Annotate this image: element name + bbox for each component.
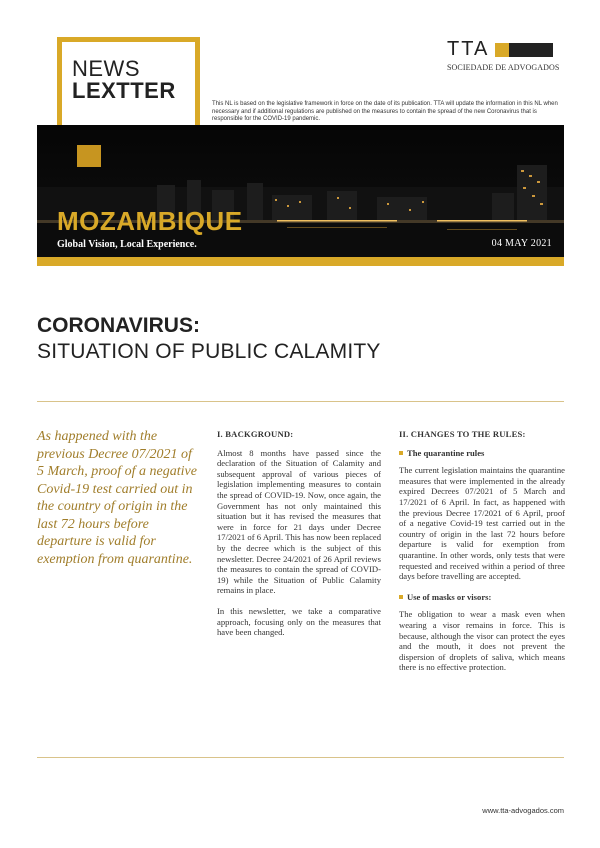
logo-gold-block [495,43,509,57]
subheading-masks-text: Use of masks or visors: [407,591,492,602]
masthead-news: NEWS [72,56,140,81]
issue-date: 04 MAY 2021 [491,238,552,249]
subheading-quarantine-text: The quarantine rules [407,447,485,458]
bullet-icon [399,451,403,455]
tagline: Global Vision, Local Experience. [57,239,197,250]
gold-square-accent [77,145,101,167]
bullet-icon [399,595,403,599]
logo-name: TTA [447,38,490,60]
country-title: MOZAMBIQUE [57,206,243,236]
pull-quote: As happened with the previous Decree 07/2021 of 5 March, proof of a negative Covid-19 test carried out in the country of origin in the last 72 hours before departure is valid for exemption from quarantine. [37,429,197,567]
logo-dark-bar [509,43,553,57]
masks-paragraph: The obligation to wear a mask even when wearing a visor remains in force. This is because, although the visor can protect the eyes and the mouth, it does not prevent the dispersion of droplets of saliva, which means there is no effective protection. [399,609,565,673]
logo-subtitle: SOCIEDADE DE ADVOGADOS [447,63,560,72]
section-heading-background: I. BACKGROUND: [217,429,294,439]
disclaimer-text: This NL is based on the legislative framework in force on the date of its publication. TTA will update the information in this NL when necessary and if additional regulations are published on the measures to contain the spread of the new Coronavirus that is responsible for the COVID-19 pandemic. [212,101,558,122]
newsletter-masthead [72,58,176,102]
subheading-quarantine [399,448,565,459]
gold-band [37,257,564,266]
headline-line2: SITUATION OF PUBLIC CALAMITY [37,340,381,363]
background-paragraph-2: In this newsletter, we take a comparative approach, focusing only on the measures that have been changed. [217,605,381,638]
divider-bottom [37,757,564,758]
subheading-masks [399,592,565,603]
column-background [217,429,381,648]
column-changes [399,429,565,683]
divider-top [37,401,564,402]
headline-line1: CORONAVIRUS: [37,314,200,337]
masthead-lextter: LEXTTER [72,78,176,103]
background-paragraph-1: Almost 8 months have passed since the declaration of the Situation of Calamity and subsequent approval of various pieces of legislation implementing measures to contain the spread of COVID-19. Now, once again, the Government has not only maintained this situation but it has revised the measures that were in force for 21 days under Decree 17/2021 of 6 April. This has now been replaced by the decree which is the subject of this newsletter. Decree 24/2021 of 26 April reviews the measures to contain the spread of COVID-19) while the Situation of Public Calamity remains in place. [217,447,381,596]
quarantine-paragraph: The current legislation maintains the quarantine measures that were implemented in the already expired Decrees 07/2021 of 5 March and 17/2021 of 6 April. In fact, as happened with the previous Decree 17/2021 of 6 April, proof of a negative Covid-19 test carried out in the country of origin in the last 72 hours before departure is valid for exemption from quarantine. In other words, only tests that were requested and received within a period of three days before travelling are accepted. [399,465,565,582]
section-heading-changes: II. CHANGES TO THE RULES: [399,429,526,439]
website-link[interactable]: www.tta-advogados.com [482,806,564,815]
tta-logo [447,38,567,72]
